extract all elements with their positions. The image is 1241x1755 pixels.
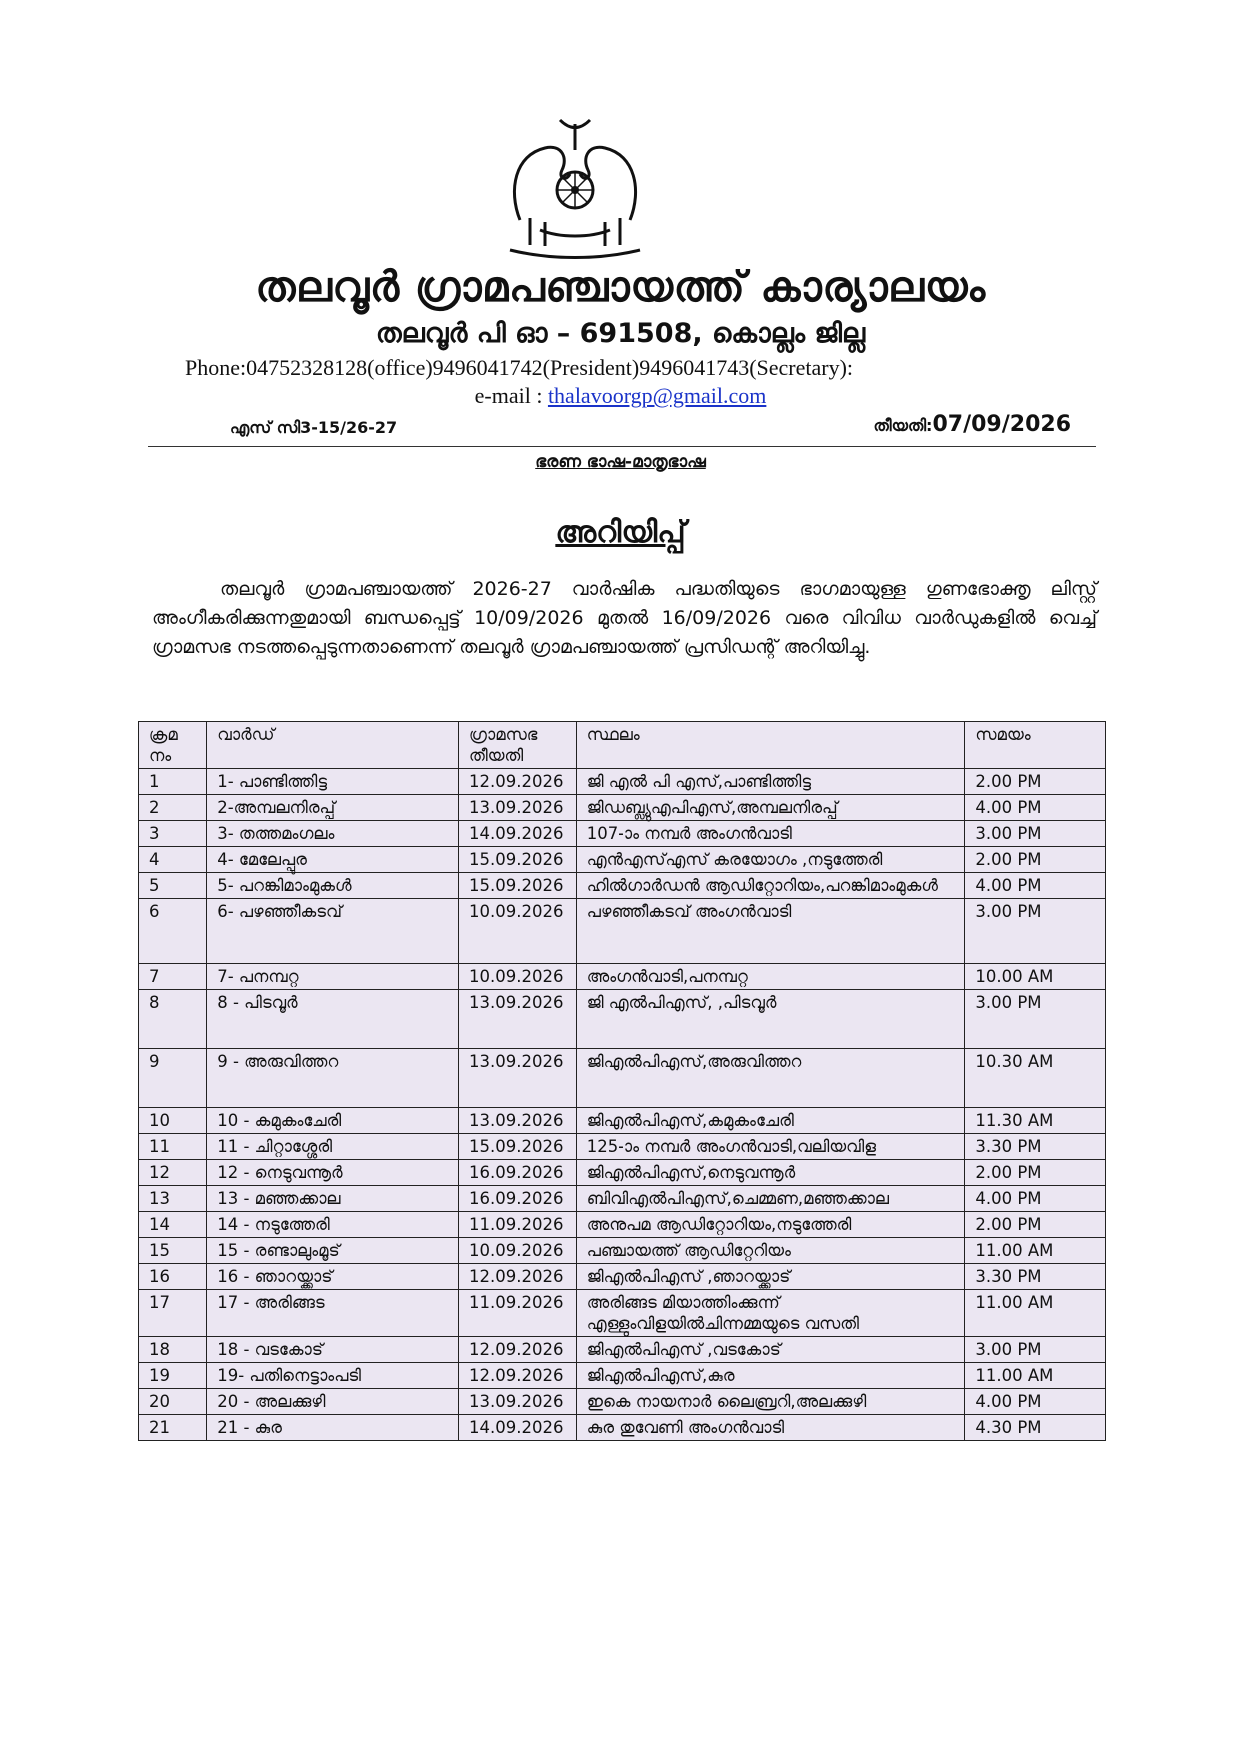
venue-cell: ജിഎൽപിഎസ്,കമുകംചേരി (576, 1108, 965, 1134)
date-cell: 15.09.2026 (458, 847, 576, 873)
serial-cell: 9 (139, 1049, 207, 1108)
date-cell: 13.09.2026 (458, 795, 576, 821)
email-line (0, 383, 1241, 409)
office-address: തലവൂർ പി ഓ – 691508, കൊല്ലം ജില്ല (375, 318, 866, 349)
table-row (139, 847, 1106, 873)
time-cell: 2.00 PM (965, 1212, 1106, 1238)
serial-cell: 1 (139, 769, 207, 795)
date-cell: 14.09.2026 (458, 821, 576, 847)
time-cell: 3.00 PM (965, 990, 1106, 1049)
venue-cell: ജിഎൽപിഎസ്,അരുവിത്തറ (576, 1049, 965, 1108)
date-cell: 12.09.2026 (458, 769, 576, 795)
serial-cell: 16 (139, 1264, 207, 1290)
table-row (139, 873, 1106, 899)
time-cell: 2.00 PM (965, 847, 1106, 873)
ward-cell: 3- തത്തമംഗലം (207, 821, 459, 847)
serial-cell: 11 (139, 1134, 207, 1160)
ward-cell: 6- പഴഞ്ഞീകടവ് (207, 899, 459, 964)
phone-line: Phone:04752328128(office)9496041742(President)9496041743(Secretary): (185, 355, 854, 380)
venue-cell: ഇകെ നായനാർ ലൈബ്രറി,അലക്കുഴി (576, 1389, 965, 1415)
notice-heading-text: അറിയിപ്പ് (555, 515, 686, 550)
date-cell: 13.09.2026 (458, 1049, 576, 1108)
venue-cell: എൻഎസ്എസ് കരയോഗം ,നടുത്തേരി (576, 847, 965, 873)
ward-cell: 17 - അരിങ്ങട (207, 1290, 459, 1337)
serial-cell: 8 (139, 990, 207, 1049)
serial-cell: 6 (139, 899, 207, 964)
venue-cell: ഹിൽഗാർഡൻ ആഡിറ്റോറിയം,പറങ്കിമാംമുകൾ (576, 873, 965, 899)
ward-cell: 9 - അരുവിത്തറ (207, 1049, 459, 1108)
venue-cell: പഴഞ്ഞീകടവ് അംഗൻവാടി (576, 899, 965, 964)
date-cell: 10.09.2026 (458, 964, 576, 990)
time-cell: 10.30 AM (965, 1049, 1106, 1108)
ward-cell: 7- പനമ്പറ്റ (207, 964, 459, 990)
table-row (139, 1186, 1106, 1212)
venue-cell: ജിഎൽപിഎസ് ,വടകോട് (576, 1337, 965, 1363)
notice-date (874, 412, 1071, 437)
table-header-cell: സമയം (965, 722, 1106, 769)
table-row (139, 1415, 1106, 1441)
serial-cell: 18 (139, 1337, 207, 1363)
email-link[interactable]: thalavoorgp@gmail.com (547, 383, 767, 408)
ward-cell: 15 - രണ്ടാലുംമൂട് (207, 1238, 459, 1264)
table-row (139, 1337, 1106, 1363)
serial-cell: 13 (139, 1186, 207, 1212)
time-cell: 11.30 AM (965, 1108, 1106, 1134)
serial-cell: 2 (139, 795, 207, 821)
serial-cell: 12 (139, 1160, 207, 1186)
table-row (139, 1264, 1106, 1290)
venue-cell: അരിങ്ങട മിയാത്തിംക്കുന്ന് എള്ളുംവിളയിൽചിന്നമ്മയുടെ വസതി (576, 1290, 965, 1337)
time-cell: 3.30 PM (965, 1134, 1106, 1160)
table-row (139, 1238, 1106, 1264)
date-cell: 15.09.2026 (458, 1134, 576, 1160)
time-cell: 4.00 PM (965, 1389, 1106, 1415)
time-cell: 11.00 AM (965, 1238, 1106, 1264)
table-header-cell: സ്ഥലം (576, 722, 965, 769)
notice-heading (0, 515, 1241, 550)
serial-cell: 3 (139, 821, 207, 847)
date-cell: 13.09.2026 (458, 1108, 576, 1134)
file-number: എസ് സി3-15/26-27 (230, 418, 398, 437)
time-cell: 11.00 AM (965, 1290, 1106, 1337)
serial-cell: 4 (139, 847, 207, 873)
serial-cell: 5 (139, 873, 207, 899)
time-cell: 11.00 AM (965, 1363, 1106, 1389)
time-cell: 4.00 PM (965, 1186, 1106, 1212)
ward-cell: 1- പാണ്ടിത്തിട്ട (207, 769, 459, 795)
time-cell: 4.00 PM (965, 795, 1106, 821)
serial-cell: 10 (139, 1108, 207, 1134)
date-cell: 14.09.2026 (458, 1415, 576, 1441)
office-title: തലവൂർ ഗ്രാമപഞ്ചായത്ത് കാര്യാലയം (255, 262, 986, 311)
ward-cell: 13 - മഞ്ഞക്കാല (207, 1186, 459, 1212)
table-row (139, 1212, 1106, 1238)
table-row (139, 795, 1106, 821)
table-row (139, 964, 1106, 990)
date-cell: 12.09.2026 (458, 1337, 576, 1363)
table-row (139, 1363, 1106, 1389)
table-header-cell: വാർഡ് (207, 722, 459, 769)
date-cell: 10.09.2026 (458, 1238, 576, 1264)
venue-cell: ജിഡബ്ല്യുഎപിഎസ്,അമ്പലനിരപ്പ് (576, 795, 965, 821)
kerala-emblem-icon (500, 110, 650, 260)
date-cell: 13.09.2026 (458, 990, 576, 1049)
serial-cell: 15 (139, 1238, 207, 1264)
ward-cell: 20 - അലക്കുഴി (207, 1389, 459, 1415)
venue-cell: ജി എൽ പി എസ്,പാണ്ടിത്തിട്ട (576, 769, 965, 795)
table-row (139, 1290, 1106, 1337)
date-label: തീയതി: (873, 416, 933, 435)
date-cell: 11.09.2026 (458, 1212, 576, 1238)
time-cell: 2.00 PM (965, 1160, 1106, 1186)
venue-cell: ജിഎൽപിഎസ്,നെടുവന്നൂർ (576, 1160, 965, 1186)
venue-cell: 107-ാം നമ്പർ അംഗൻവാടി (576, 821, 965, 847)
ward-cell: 4- മേലേപ്പുര (207, 847, 459, 873)
table-header-cell: ക്രമ നം (139, 722, 207, 769)
table-header-row (139, 722, 1106, 769)
notice-body: തലവൂർ ഗ്രാമപഞ്ചായത്ത് 2026-27 വാർഷിക പദ്ധതിയുടെ ഭാഗമായുള്ള ഗുണഭോക്തൃ ലിസ്റ്റ് അംഗീകരിക്കുന്നതുമായി ബന്ധപ്പെട്ട് 10/09/2026 മുതൽ 16/09/2026 വരെ വിവിധ വാർഡുകളിൽ വെച്ച് ഗ്രാമസഭ നടത്തപ്പെടുന്നതാണെന്ന് തലവൂർ ഗ്രാമപഞ്ചായത്ത് പ്രസിഡന്റ് അറിയിച്ചു. (152, 578, 1097, 658)
time-cell: 4.00 PM (965, 873, 1106, 899)
serial-cell: 14 (139, 1212, 207, 1238)
date-cell: 13.09.2026 (458, 1389, 576, 1415)
ward-cell: 8 - പിടവൂർ (207, 990, 459, 1049)
table-row (139, 990, 1106, 1049)
motto-text: ഭരണ ഭാഷ-മാതൃഭാഷ (535, 452, 706, 472)
date-cell: 16.09.2026 (458, 1186, 576, 1212)
venue-cell: 125-ാം നമ്പർ അംഗൻവാടി,വലിയവിള (576, 1134, 965, 1160)
ward-cell: 5- പറങ്കിമാംമുകൾ (207, 873, 459, 899)
time-cell: 3.30 PM (965, 1264, 1106, 1290)
time-cell: 2.00 PM (965, 769, 1106, 795)
date-cell: 11.09.2026 (458, 1290, 576, 1337)
time-cell: 10.00 AM (965, 964, 1106, 990)
serial-cell: 17 (139, 1290, 207, 1337)
ward-cell: 14 - നടുത്തേരി (207, 1212, 459, 1238)
table-row (139, 1134, 1106, 1160)
table-row (139, 1049, 1106, 1108)
venue-cell: ജി എൽപിഎസ്, ,പിടവൂർ (576, 990, 965, 1049)
venue-cell: ബിവിഎൽപിഎസ്,ചെമ്മണ,മഞ്ഞക്കാല (576, 1186, 965, 1212)
table-row (139, 1108, 1106, 1134)
table-row (139, 1160, 1106, 1186)
table-row (139, 769, 1106, 795)
ward-cell: 21 - കുര (207, 1415, 459, 1441)
table-row (139, 899, 1106, 964)
venue-cell: ജിഎൽപിഎസ്,കുര (576, 1363, 965, 1389)
time-cell: 3.00 PM (965, 1337, 1106, 1363)
serial-cell: 21 (139, 1415, 207, 1441)
gramasabha-schedule-table (138, 721, 1106, 1441)
ward-cell: 12 - നെടുവന്നൂർ (207, 1160, 459, 1186)
venue-cell: കുര തുവേണി അംഗൻവാടി (576, 1415, 965, 1441)
date-cell: 15.09.2026 (458, 873, 576, 899)
ward-cell: 19- പതിനെട്ടാംപടി (207, 1363, 459, 1389)
venue-cell: ജിഎൽപിഎസ് ,ഞാറയ്ക്കാട് (576, 1264, 965, 1290)
ward-cell: 16 - ഞാറയ്ക്കാട് (207, 1264, 459, 1290)
table-row (139, 1389, 1106, 1415)
time-cell: 3.00 PM (965, 821, 1106, 847)
serial-cell: 19 (139, 1363, 207, 1389)
email-label: e-mail : (474, 383, 548, 408)
venue-cell: അനുപമ ആഡിറ്റോറിയം,നടുത്തേരി (576, 1212, 965, 1238)
ward-cell: 2-അമ്പലനിരപ്പ് (207, 795, 459, 821)
table-row (139, 821, 1106, 847)
header-divider (148, 446, 1096, 447)
date-cell: 12.09.2026 (458, 1363, 576, 1389)
time-cell: 3.00 PM (965, 899, 1106, 964)
date-value: 07/09/2026 (932, 412, 1071, 437)
serial-cell: 20 (139, 1389, 207, 1415)
date-cell: 10.09.2026 (458, 899, 576, 964)
venue-cell: അംഗൻവാടി,പനമ്പറ്റ (576, 964, 965, 990)
date-cell: 16.09.2026 (458, 1160, 576, 1186)
ward-cell: 11 - ചിറ്റാശ്ശേരി (207, 1134, 459, 1160)
ward-cell: 18 - വടകോട് (207, 1337, 459, 1363)
ward-cell: 10 - കമുകംചേരി (207, 1108, 459, 1134)
venue-cell: പഞ്ചായത്ത് ആഡിറ്റേറിയം (576, 1238, 965, 1264)
time-cell: 4.30 PM (965, 1415, 1106, 1441)
serial-cell: 7 (139, 964, 207, 990)
table-header-cell: ഗ്രാമസഭ തീയതി (458, 722, 576, 769)
date-cell: 12.09.2026 (458, 1264, 576, 1290)
motto (0, 452, 1241, 472)
